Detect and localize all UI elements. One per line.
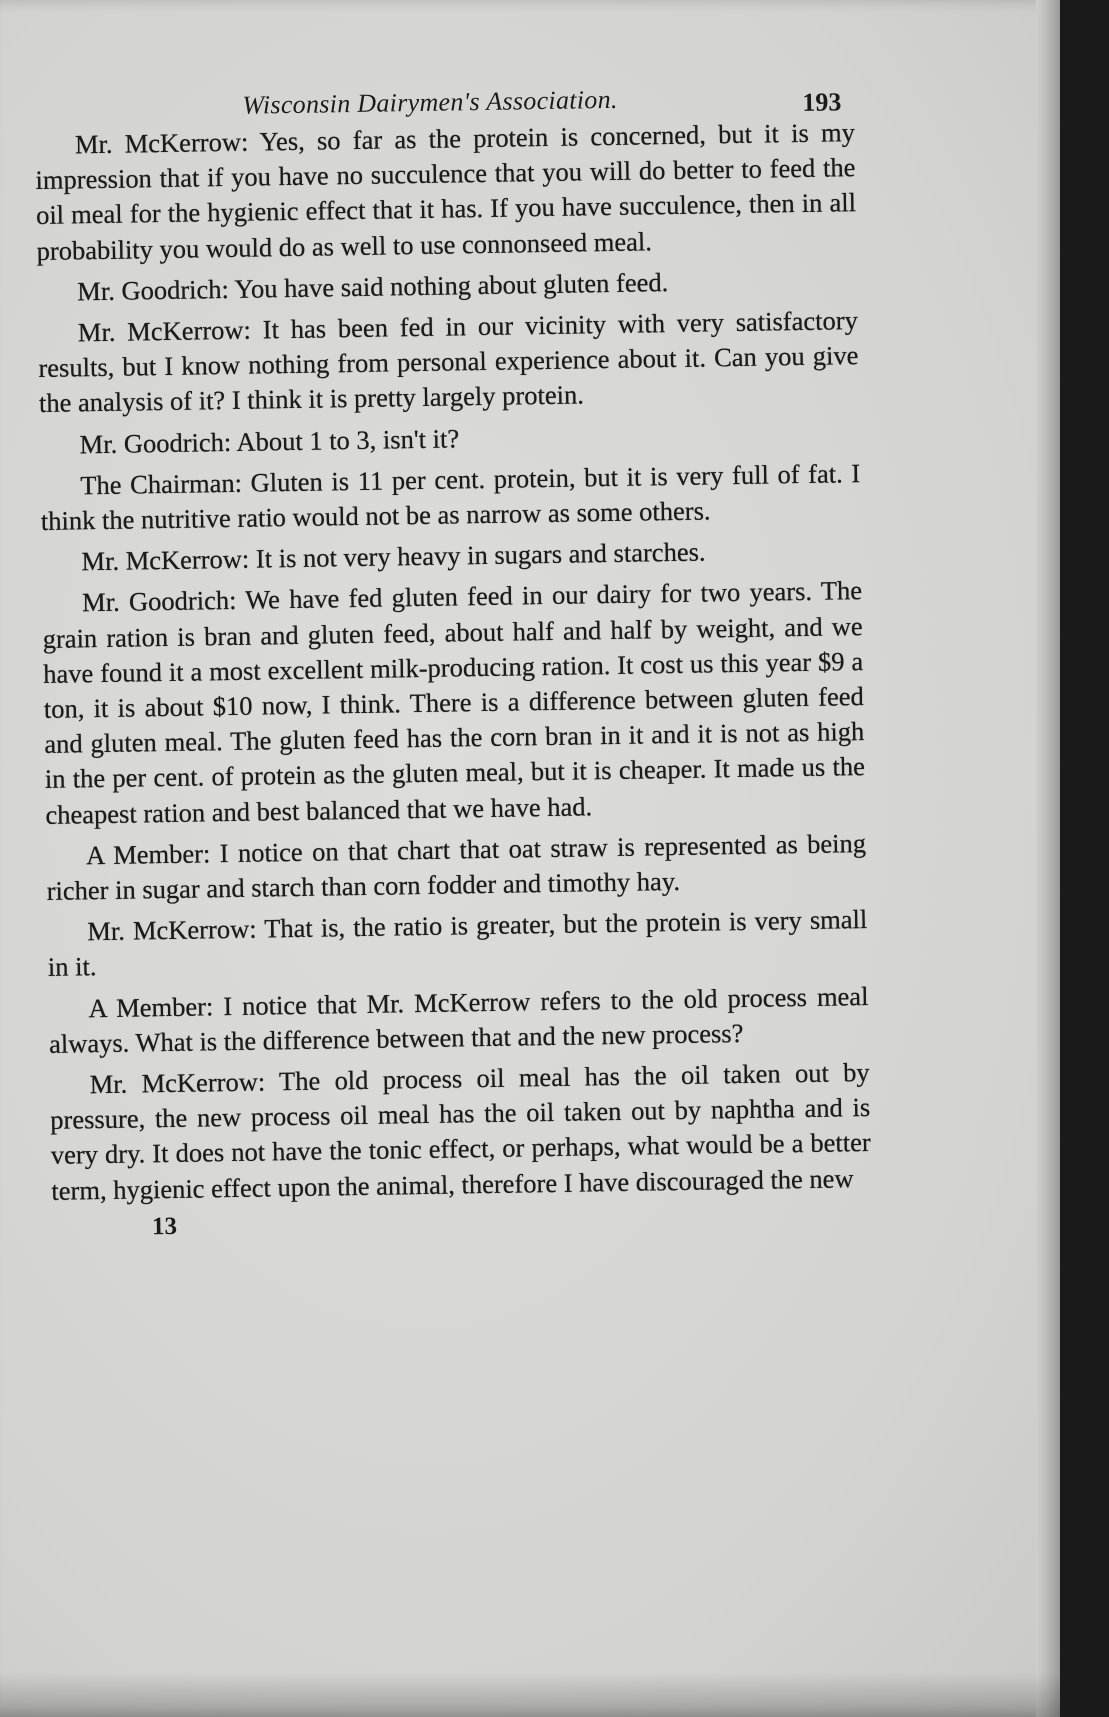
- paragraph: Mr. McKerrow: That is, the ratio is greater, but the protein is very small in it.: [47, 904, 868, 983]
- paragraph: The Chairman: Gluten is 11 per cent. protein, but it is very full of fat. I think the nutritive ratio would not be as narrow as some others.: [40, 457, 861, 536]
- paragraph: Mr. Goodrich: You have said nothing about gluten feed.: [77, 266, 669, 307]
- paragraph: A Member: I notice on that chart that oat straw is represented as being richer in sugar and starch than corn fodder and timothy hay.: [46, 827, 867, 906]
- paragraph: Mr. McKerrow: Yes, so far as the protein is concerned, but it is my impression that if you have no succulence that you will do better to feed the oil meal for the hygienic effect that it has. If you have succulence, then in all probability you would do as well to use connonseed meal.: [35, 117, 857, 266]
- signature-mark: 13: [151, 1212, 178, 1241]
- running-title: Wisconsin Dairymen's Association.: [242, 84, 618, 120]
- paragraph: A Member: I notice that Mr. McKerrow refers to the old process meal always. What is the difference between that and the new process?: [48, 980, 869, 1059]
- paragraph: Mr. McKerrow: It is not very heavy in sugars and starches.: [81, 536, 706, 577]
- paragraph: Mr. Goodrich: About 1 to 3, isn't it?: [79, 422, 460, 459]
- paragraph: Mr. McKerrow: It has been fed in our vicinity with very satisfactory results, but I know nothing from personal experience about it. Can you give the analysis of it? I think it is pretty largely protein.: [38, 305, 859, 419]
- page-text-block: [34, 71, 872, 1243]
- paragraph: Mr. Goodrich: We have fed gluten feed in our dairy for two years. The grain ration is bran and gluten feed, about half and half by weight, and we have found it a most excellent milk-producing ration. It cost us this year $9 a ton, it is about $10 now, I think. There is a difference between gluten feed and gluten meal. The gluten feed has the corn bran in it and it is not as high in the per cent. of protein as the gluten meal, but it is cheaper. It made us the cheapest ration and best balanced that we have had.: [42, 575, 866, 830]
- page-edge: [1036, 0, 1060, 1717]
- page-bottom-shadow: [0, 1672, 1060, 1717]
- paragraph: Mr. McKerrow: The old process oil meal has the oil taken out by pressure, the new process oil meal has the oil taken out by naphtha and is very dry. It does not have the tonic effect, or perhaps, what would be a better term, hygienic effect upon the animal, therefore I have discouraged the new: [50, 1057, 871, 1206]
- page-number: 193: [802, 87, 842, 117]
